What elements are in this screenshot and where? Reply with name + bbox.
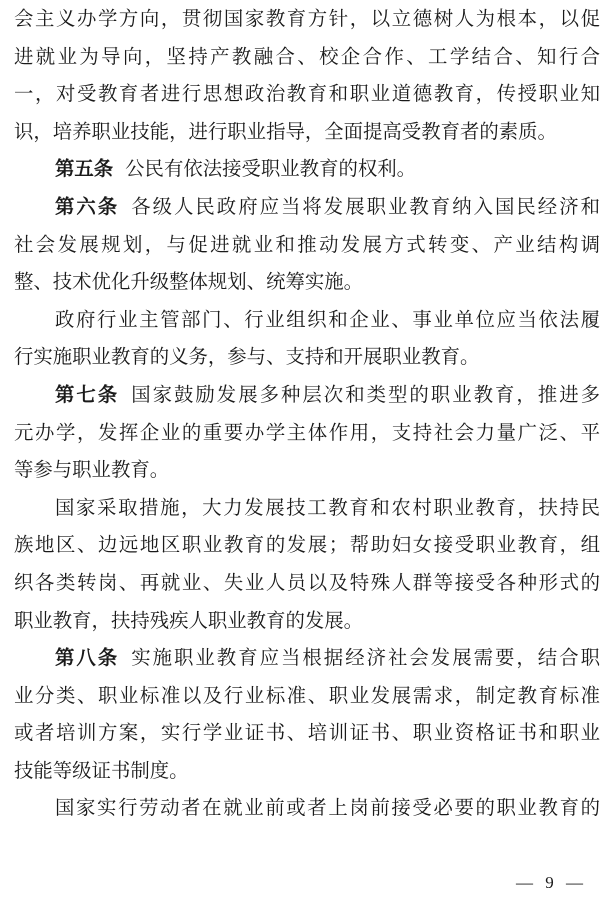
text-line: 业分类、职业标准以及行业标准、职业发展需求，制定教育标准 [14, 683, 600, 707]
text-line: 行实施职业教育的义务，参与、支持和开展职业教育。 [14, 345, 480, 369]
article-heading: 第七条 [55, 382, 120, 406]
text-line: 元办学，发挥企业的重要办学主体作用，支持社会力量广泛、平 [14, 420, 600, 444]
article-text: 实施职业教育应当根据经济社会发展需要，结合职 [131, 646, 600, 670]
document-page [14, 0, 600, 827]
text-line: 识，培养职业技能，进行职业指导，全面提高受教育者的素质。 [14, 119, 557, 143]
text-line: 族地区、边远地区职业教育的发展；帮助妇女接受职业教育，组 [14, 533, 600, 557]
page-number: — 9 — [516, 873, 587, 892]
text-line: 政府行业主管部门、行业组织和企业、事业单位应当依法履 [55, 307, 600, 331]
article-6 [14, 188, 600, 226]
text-line: 织各类转岗、再就业、失业人员以及特殊人群等接受各种形式的 [14, 570, 600, 594]
text-line: 进就业为导向，坚持产教融合、校企合作、工学结合、知行合 [14, 44, 600, 68]
article-text: 公民有依法接受职业教育的权利。 [125, 157, 417, 181]
article-5 [14, 150, 600, 188]
article-7 [14, 376, 600, 414]
article-heading: 第八条 [55, 646, 120, 670]
text-line: 整、技术优化升级整体规划、统筹实施。 [14, 270, 364, 294]
article-8 [14, 639, 600, 677]
text-line: 国家实行劳动者在就业前或者上岗前接受必要的职业教育的 [55, 796, 600, 820]
article-text: 各级人民政府应当将发展职业教育纳入国民经济和 [131, 194, 600, 218]
text-line: 会主义办学方向，贯彻国家教育方针，以立德树人为根本，以促 [14, 7, 600, 30]
article-text: 国家鼓励发展多种层次和类型的职业教育，推进多 [131, 382, 600, 406]
text-line: 职业教育，扶持残疾人职业教育的发展。 [14, 608, 364, 632]
article-heading: 第五条 [55, 157, 114, 181]
text-line: 等参与职业教育。 [14, 458, 170, 482]
article-heading: 第六条 [55, 194, 120, 218]
text-line: 社会发展规划，与促进就业和推动发展方式转变、产业结构调 [14, 232, 600, 256]
text-line: 技能等级证书制度。 [14, 758, 189, 782]
text-line: 国家采取措施，大力发展技工教育和农村职业教育，扶持民 [55, 495, 600, 519]
text-line: 一，对受教育者进行思想政治教育和职业道德教育，传授职业知 [14, 82, 600, 106]
text-line: 或者培训方案，实行学业证书、培训证书、职业资格证书和职业 [14, 721, 600, 745]
